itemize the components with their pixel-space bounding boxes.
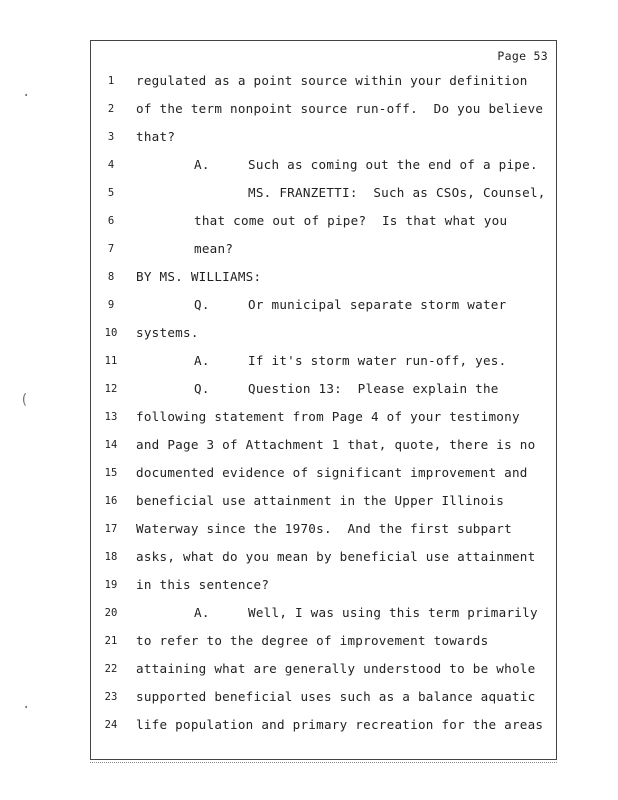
line-number: 13 [104,411,118,423]
line-content: in this sentence? [136,577,270,592]
speaker-label: A. [194,353,210,368]
line-text [194,211,507,231]
line-number: 9 [107,299,115,311]
line-number: 12 [104,383,118,395]
scan-mark: ( [20,392,29,408]
line-number: 21 [104,635,118,647]
speaker-label: A. [194,157,210,172]
transcript-line [91,267,556,287]
transcript-line [91,239,556,259]
line-number: 7 [107,243,115,255]
line-number: 22 [104,663,118,675]
line-content: that come out of pipe? Is that what you [194,213,508,228]
line-text [194,603,538,623]
transcript-line [91,659,556,679]
line-content: life population and primary recreation for the areas [136,717,544,732]
line-number: 6 [107,215,115,227]
line-content: MS. FRANZETTI: Such as CSOs, Counsel, [248,185,546,200]
line-content: mean? [194,241,234,256]
transcript-line [91,715,556,735]
speaker-label: Q. [194,297,210,312]
line-text [136,687,535,707]
line-number: 18 [104,551,118,563]
line-content: that? [136,129,176,144]
line-text [136,463,528,483]
line-content: following statement from Page 4 of your testimony [136,409,520,424]
transcript-line [91,99,556,119]
line-content: Well, I was using this term primarily [248,605,538,620]
line-number: 24 [104,719,118,731]
transcript-line [91,155,556,175]
line-number: 14 [104,439,118,451]
line-text [136,659,535,679]
transcript-line [91,323,556,343]
line-number: 5 [107,187,115,199]
transcript-line [91,491,556,511]
transcript-line [91,407,556,427]
transcript-line [91,379,556,399]
line-content: regulated as a point source within your definition [136,73,528,88]
line-number: 8 [107,271,115,283]
line-number: 15 [104,467,118,479]
line-text [136,323,199,343]
line-number: 2 [107,103,115,115]
line-text [136,407,520,427]
line-text [136,547,535,567]
line-number: 20 [104,607,118,619]
transcript-line [91,575,556,595]
line-content: Such as coming out the end of a pipe. [248,157,538,172]
line-content: documented evidence of significant improvement and [136,465,528,480]
line-content: BY MS. WILLIAMS: [136,269,262,284]
line-content: supported beneficial uses such as a balance aquatic [136,689,536,704]
line-content: attaining what are generally understood to be whole [136,661,536,676]
transcript-line [91,519,556,539]
transcript-line [91,71,556,91]
transcript-line [91,687,556,707]
transcript-line [91,351,556,371]
line-number: 17 [104,523,118,535]
line-text [194,351,506,371]
transcript-line [91,211,556,231]
scan-mark: · [22,700,31,716]
transcript-line [91,435,556,455]
line-text [248,183,546,203]
line-text [136,631,488,651]
line-text [136,71,528,91]
line-text [136,99,543,119]
line-text [136,267,261,287]
line-content: Waterway since the 1970s. And the first subpart [136,521,512,536]
line-number: 3 [107,131,115,143]
line-text [194,239,233,259]
line-content: Or municipal separate storm water [248,297,507,312]
line-number: 4 [107,159,115,171]
line-content: If it's storm water run-off, yes. [248,353,507,368]
line-text [136,575,269,595]
line-number: 11 [104,355,118,367]
line-number: 1 [107,75,115,87]
line-content: beneficial use attainment in the Upper Illinois [136,493,505,508]
line-number: 10 [104,327,118,339]
transcript-line [91,127,556,147]
scan-mark: · [22,88,31,104]
line-number: 23 [104,691,118,703]
line-content: asks, what do you mean by beneficial use attainment [136,549,536,564]
line-text [136,435,535,455]
line-content: of the term nonpoint source run-off. Do you believe [136,101,544,116]
transcript-line [91,631,556,651]
line-content: systems. [136,325,199,340]
transcript-line [91,183,556,203]
transcript-line [91,463,556,483]
line-content: and Page 3 of Attachment 1 that, quote, there is no [136,437,536,452]
line-text [136,127,175,147]
line-content: Question 13: Please explain the [248,381,499,396]
transcript-line [91,295,556,315]
transcript-line [91,547,556,567]
transcript-page [90,40,557,760]
line-text [194,295,506,315]
line-text [136,715,543,735]
line-content: to refer to the degree of improvement towards [136,633,489,648]
transcript-line [91,603,556,623]
speaker-label: A. [194,605,210,620]
line-number: 16 [104,495,118,507]
line-number: 19 [104,579,118,591]
line-text [194,155,538,175]
line-text [194,379,499,399]
line-text [136,491,504,511]
line-text [136,519,512,539]
bottom-rule [90,762,557,763]
page-number: Page 53 [497,49,548,63]
speaker-label: Q. [194,381,210,396]
